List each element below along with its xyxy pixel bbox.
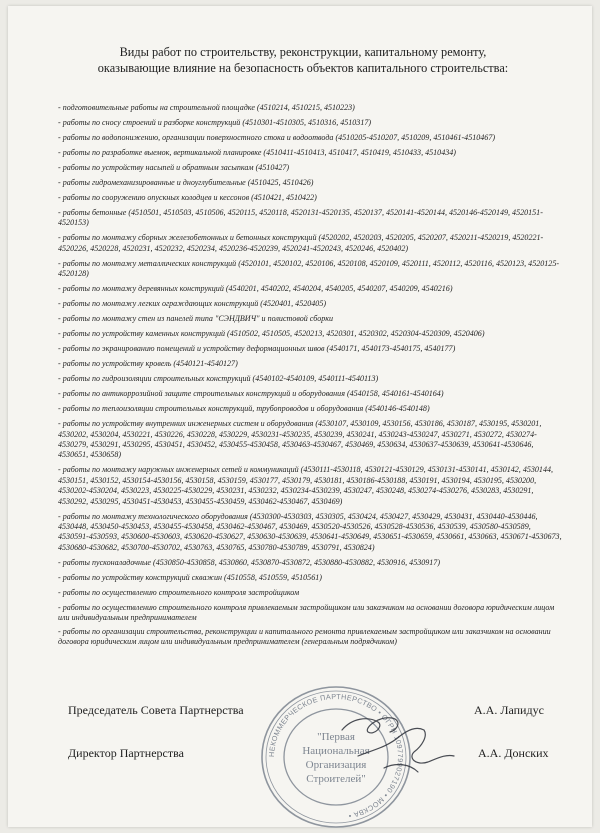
work-item: - работы по устройству каменных конструкций (4510502, 4510505, 4520213, 4520301, 4520302, 4520304-4520309, 4520406) [58,329,485,339]
work-item: - работы по монтажу технологического оборудования (4530300-4530303, 4530305, 4530424, 4530427, 4530429, 4530431, 4530440-4530446, 4530448, 4530450-4530453, 4530455-4530458, 4530462-4530467, 4530469, 4530520-4530526, 4530528-4530536, 4530539, 4530580-4530589, 4530591-4530593, 4530600-4530603, 4530620-4530627, 4530630-4530639, 4530641-4530649, 4530651-4530659, 4530661, 4530663, 4530671-4530673, 4530680-4530682, 4530700-4530702, 4530763, 4530765, 4530780-4530789, 4530791, 4530824) [58,511,562,552]
seal-ring-text-path: НЕКОММЕРЧЕСКОЕ ПАРТНЕРСТВО • ОГРН 1097799027190 • МОСКВА • [266,691,406,821]
work-item: - работы по сносу строений и разборке конструкций (4510301-4510305, 4510316, 4510317) [58,118,372,127]
work-item: - работы по монтажу деревянных конструкций (4540201, 4540202, 4540204, 4540205, 4540207, 4540209, 4540216) [58,284,453,294]
work-item: - работы по водопонижению, организации поверхностного стока и водоотвода (4510205-4510207, 4510209, 4510461-4510467) [58,133,496,142]
work-item: - работы бетонные (4510501, 4510503, 4510506, 4520115, 4520118, 4520131-4520135, 4520137, 4520141-4520144, 4520146-4520149, 4520151-4520153) [58,208,543,228]
work-item: - работы по гидроизоляции строительных конструкций (4540102-4540109, 4540111-4540113) [58,374,379,384]
work-item: - работы по монтажу сборных железобетонных и бетонных конструкций (4520202, 4520203, 4520205, 4520207, 4520211-4520219, 4520221-4520226, 4520228, 4520231, 4520232, 4520234, 4520236-4520239, 4520241-4520243, 4520246, 4520402) [58,233,544,253]
work-item: - работы по монтажу легких ограждающих конструкций (4520401, 4520405) [58,299,327,309]
handwritten-signature [338,696,458,786]
work-item: - подготовительные работы на строительной площадке (4510214, 4510215, 4510223) [58,103,355,112]
work-item: - работы по монтажу стен из панелей типа "СЭНДВИЧ" и полистовой сборки [58,314,334,324]
seal-line-4: Строителей" [306,773,366,785]
works-list [58,103,563,651]
seal-line-3: Организация [305,759,367,771]
document-heading [38,44,568,76]
work-item: - работы по устройству конструкций скважин (4510558, 4510559, 4510561) [58,572,322,582]
heading-line-2: оказывающие влияние на безопасность объектов капитального строительства: [97,61,509,75]
work-item: - работы по устройству внутренних инженерных систем и оборудования (4530107, 4530109, 4530156, 4530186, 4530187, 4530195, 4530201, 4530202, 4530204, 4530221, 4530226, 4530228, 4530229, 4530231-4530235, 4530239, 4530241, 4530243-4530247, 4530271, 4530272, 4530274-4530279, 4530291, 4530295, 4530451, 4530452, 4530455-4530458, 4530463-4530467, 4530469, 4530634, 4530637-4530639, 4530641-4530646, 4530651, 4530658) [58,419,542,460]
work-item: - работы по монтажу металлических конструкций (4520101, 4520102, 4520106, 4520108, 4520109, 4520111, 4520112, 4520116, 4520123, 4520125-4520128) [58,258,560,279]
chair-name: А.А. Лапидус [474,703,544,717]
document-page [8,6,592,827]
work-item: - работы по теплоизоляции строительных конструкций, трубопроводов и оборудования (4540146-4540148) [58,404,430,414]
chair-title: Председатель Совета Партнерства [68,703,244,717]
work-item: - работы по разработке выемок, вертикальной планировке (4510411-4510413, 4510417, 4510419, 4510433, 4510434) [58,148,456,157]
work-item: - работы по осуществлению строительного контроля привлекаемым застройщиком или заказчиком на основании договора юридическим лицом или индивидуальным предпринимателем [58,602,555,623]
work-item: - работы по экранированию помещений и устройству деформационных швов (4540171, 4540173-4540175, 4540177) [58,344,456,354]
work-item: - работы по организации строительства, реконструкции и капитального ремонта привлекаемым застройщиком или заказчиком на основании договора юридическим лицом или индивидуальным предпринимателем (генеральным подрядчиком) [58,626,551,647]
work-item: - работы по монтажу наружных инженерных сетей и коммуникаций (4530111-4530118, 4530121-4530129, 4530131-4530141, 4530142, 4530144, 4530151, 4530152, 4530154-4530156, 4530158, 4530159, 4530177, 4530179, 4530181, 4530186-4530188, 4530191, 4530194, 4530195, 4530200, 4530202-4530204, 4530223, 4530225-4530229, 4530231, 4530232, 4530234-4530239, 4530247, 4530248, 4530274-4530276, 4530283, 4530291, 4530292, 4530295, 4530451-4530453, 4530455-4530459, 4530462-4530467, 4530469) [58,465,554,506]
work-item: - работы по устройству насыпей и обратным засыпкам (4510427) [58,163,290,172]
seal-line-2: Национальная [302,745,370,757]
work-item: - работы по устройству кровель (4540121-4540127) [58,359,238,369]
work-item: - работы по осуществлению строительного контроля застройщиком [58,587,300,597]
director-name: А.А. Донских [478,746,549,760]
work-item: - работы по антикоррозийной защите строительных конструкций и оборудования (4540158, 4540161-4540164) [58,389,444,399]
work-item: - работы пусконаладочные (4530850-4530858, 4530860, 4530870-4530872, 4530880-4530882, 4530916, 4530917) [58,557,441,567]
seal-line-1: "Первая [317,731,355,743]
work-item: - работы гидромеханизированные и дноуглубительные (4510425, 4510426) [58,178,314,187]
work-item: - работы по сооружению опускных колодцев и кессонов (4510421, 4510422) [58,193,317,202]
director-title: Директор Партнерства [68,746,184,760]
heading-line-1: Виды работ по строительству, реконструкции, капитальному ремонту, [119,45,487,59]
